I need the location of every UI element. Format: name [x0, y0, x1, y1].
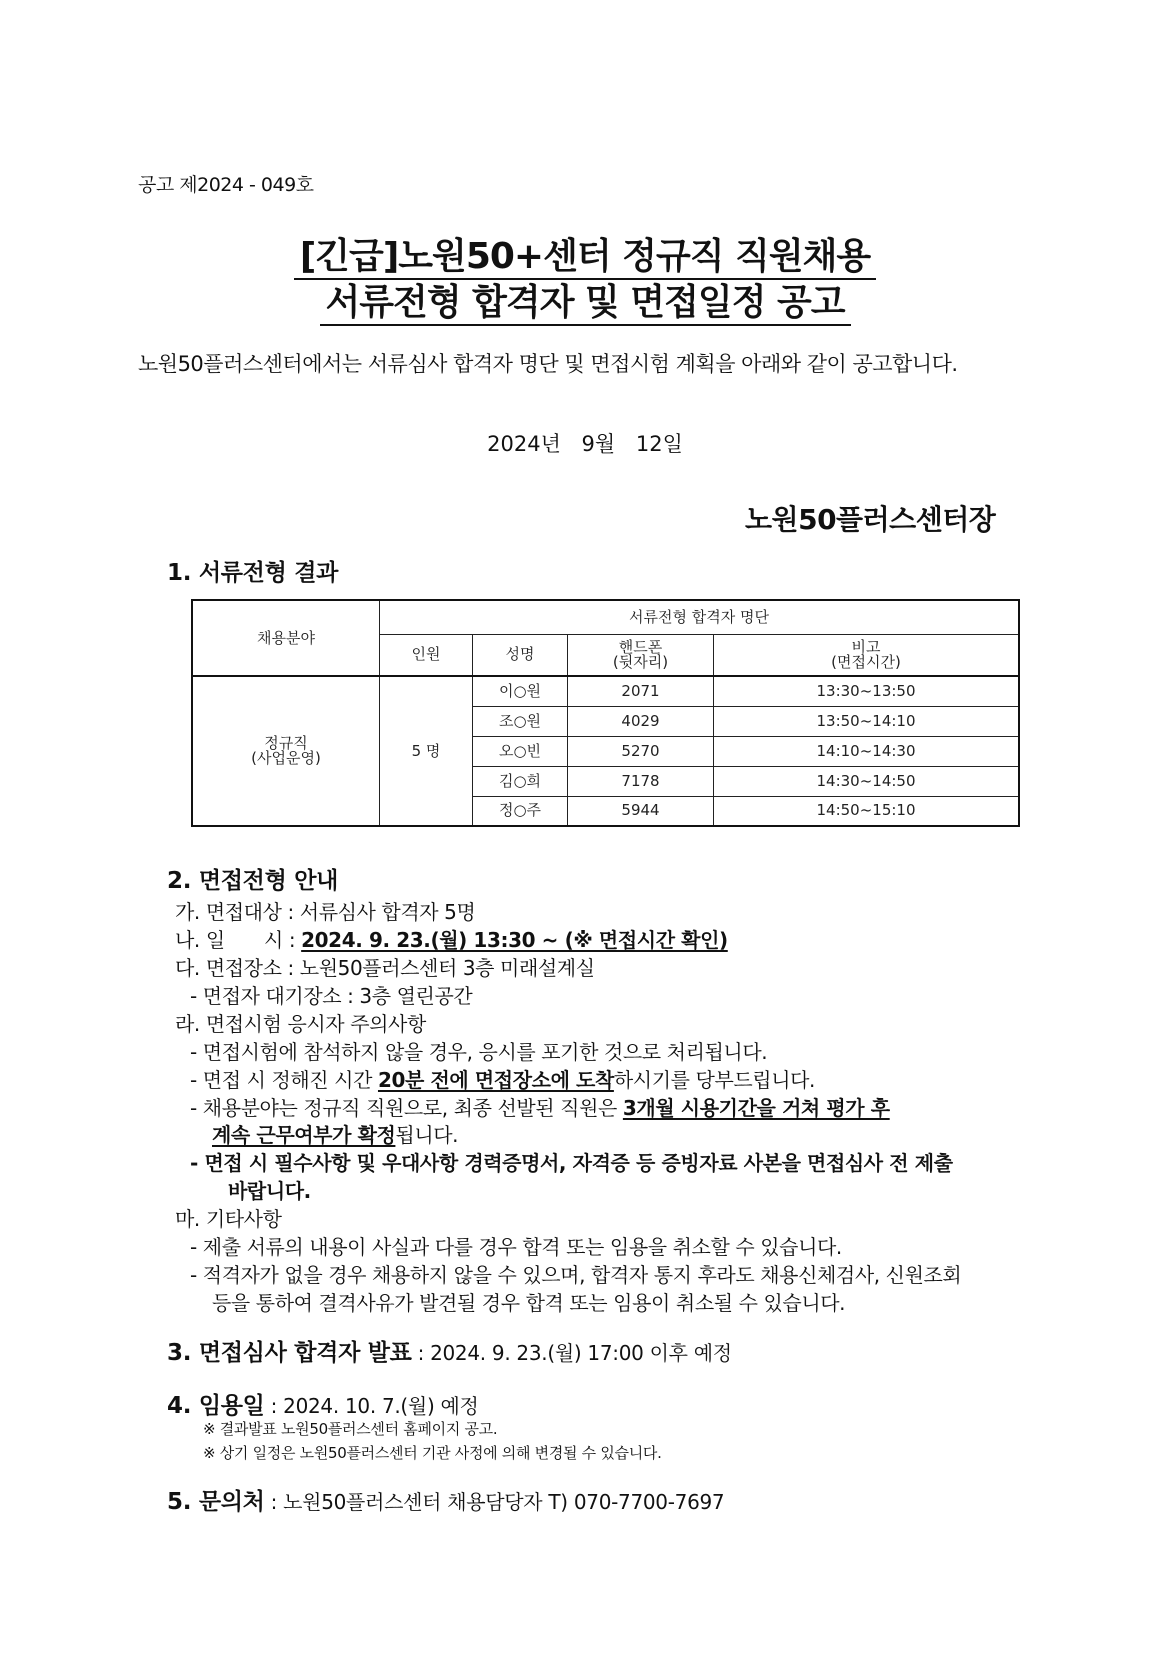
- other-heading: 마. 기타사항: [175, 1207, 282, 1231]
- section2-heading: 2. 면접전형 안내: [167, 868, 339, 894]
- results-table: [191, 599, 1020, 827]
- col-name-header: 성명: [473, 634, 568, 676]
- time-cell: 14:10~14:30: [714, 736, 1020, 766]
- col-count-header: 인원: [380, 634, 473, 676]
- notice-number: 공고 제2024 - 049호: [138, 174, 314, 196]
- name-cell: 조○원: [473, 706, 568, 736]
- interview-datetime: 나. 일 시 : 2024. 9. 23.(월) 13:30 ~ (※ 면접시간 확인): [175, 928, 728, 952]
- section3: 3. 면접심사 합격자 발표 : 2024. 9. 23.(월) 17:00 이후 예정: [167, 1340, 732, 1366]
- field-cell: 정규직 (사업운영): [192, 676, 380, 826]
- precaution-4: - 면접 시 필수사항 및 우대사항 경력증명서, 자격증 등 증빙자료 사본을 면접심사 전 제출: [190, 1151, 953, 1175]
- time-cell: 13:50~14:10: [714, 706, 1020, 736]
- other-2-cont: 등을 통하여 결격사유가 발견될 경우 합격 또는 임용이 취소될 수 있습니다.: [212, 1291, 846, 1315]
- page-title-line1: [긴급]노원50+센터 정규직 직원채용: [0, 228, 1170, 279]
- other-1: - 제출 서류의 내용이 사실과 다를 경우 합격 또는 임용을 취소할 수 있습니다.: [190, 1235, 842, 1259]
- time-cell: 14:30~14:50: [714, 766, 1020, 796]
- section4-note2: ※ 상기 일정은 노원50플러스센터 기관 사정에 의해 변경될 수 있습니다.: [203, 1444, 662, 1462]
- group-header: 서류전형 합격자 명단: [380, 600, 1020, 634]
- precaution-2: - 면접 시 정해진 시간 20분 전에 면접장소에 도착하시기를 당부드립니다.: [190, 1068, 816, 1092]
- signer: 노원50플러스센터장: [745, 503, 996, 536]
- page-title-line2: 서류전형 합격자 및 면접일정 공고: [0, 274, 1170, 325]
- table-row: [192, 676, 1019, 706]
- count-cell: 5 명: [380, 676, 473, 826]
- precaution-1: - 면접시험에 참석하지 않을 경우, 응시를 포기한 것으로 처리됩니다.: [190, 1040, 768, 1064]
- precaution-3-cont: 계속 근무여부가 확정됩니다.: [212, 1123, 459, 1147]
- announcement-date: 2024년 9월 12일: [487, 432, 683, 456]
- intro-text: 노원50플러스센터에서는 서류심사 합격자 명단 및 면접시험 계획을 아래와 같이 공고합니다.: [138, 352, 958, 376]
- time-cell: 14:50~15:10: [714, 796, 1020, 826]
- precaution-4-cont: 바랍니다.: [228, 1179, 311, 1203]
- phone-cell: 4029: [568, 706, 714, 736]
- col-phone-header: 핸드폰 (뒷자리): [568, 634, 714, 676]
- name-cell: 김○희: [473, 766, 568, 796]
- name-cell: 정○주: [473, 796, 568, 826]
- section5: 5. 문의처 : 노원50플러스센터 채용담당자 T) 070-7700-7697: [167, 1489, 725, 1515]
- col-field-header: 채용분야: [192, 600, 380, 676]
- section4-note1: ※ 결과발표 노원50플러스센터 홈페이지 공고.: [203, 1420, 498, 1438]
- precaution-3: - 채용분야는 정규직 직원으로, 최종 선발된 직원은 3개월 시용기간을 거쳐 평가 후: [190, 1096, 890, 1120]
- phone-cell: 2071: [568, 676, 714, 706]
- phone-cell: 7178: [568, 766, 714, 796]
- phone-cell: 5270: [568, 736, 714, 766]
- precautions-heading: 라. 면접시험 응시자 주의사항: [175, 1012, 426, 1036]
- section1-heading: 1. 서류전형 결과: [167, 560, 339, 586]
- time-cell: 13:30~13:50: [714, 676, 1020, 706]
- waiting-area: - 면접자 대기장소 : 3층 열린공간: [190, 984, 473, 1008]
- name-cell: 오○빈: [473, 736, 568, 766]
- phone-cell: 5944: [568, 796, 714, 826]
- interview-location: 다. 면접장소 : 노원50플러스센터 3층 미래설계실: [175, 956, 595, 980]
- interview-target: 가. 면접대상 : 서류심사 합격자 5명: [175, 900, 476, 924]
- name-cell: 이○원: [473, 676, 568, 706]
- other-2: - 적격자가 없을 경우 채용하지 않을 수 있으며, 합격자 통지 후라도 채용신체검사, 신원조회: [190, 1263, 962, 1287]
- section4: 4. 임용일 : 2024. 10. 7.(월) 예정: [167, 1393, 479, 1419]
- col-note-header: 비고 (면접시간): [714, 634, 1020, 676]
